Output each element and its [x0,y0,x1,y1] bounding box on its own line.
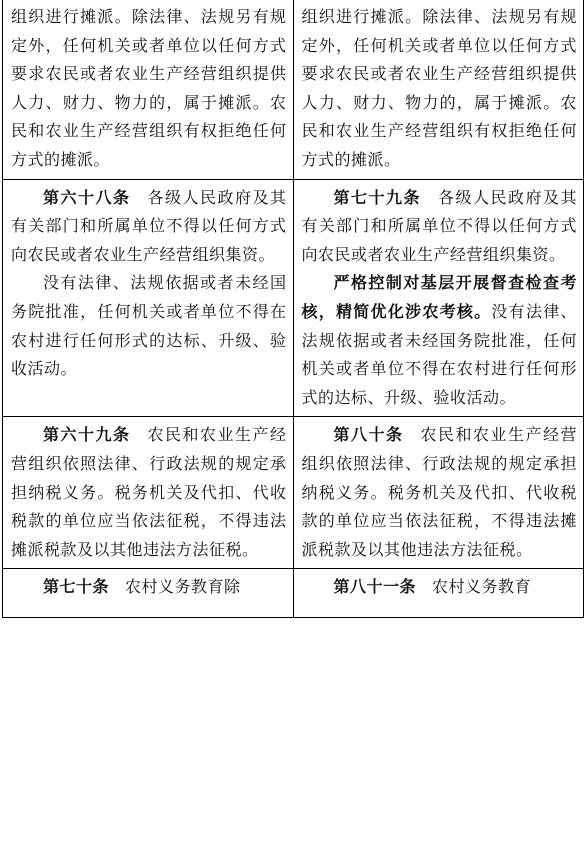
old-text-cell [3,569,294,618]
article-number: 第七十条 [43,577,110,597]
old-text-cell [3,0,294,179]
added-text-bold: 严格控制对基层开展督查检查考核，精简优化涉农考核。 [301,273,577,321]
paragraph-text: 组织进行摊派。除法律、法规另有规定外，任何机关或者单位以任何方式要求农民或者农业生产经营组织提供人力、财力、物力的，属于摊派。农民和农业生产经营组织有权拒绝任何方式的摊派。 [301,7,577,169]
article-number: 第七十九条 [333,187,421,207]
article-number: 第六十九条 [43,425,131,445]
table-row [3,569,584,618]
paragraph [302,3,578,175]
new-text-cell [293,417,584,569]
paragraph [302,269,578,412]
paragraph-text: 没有法律、法规依据或者未经国务院批准，任何机关或者单位不得在农村进行任何形式的达标、升级、验收活动。 [11,273,287,379]
old-text-cell [3,179,294,417]
new-text-cell [293,179,584,417]
paragraph [11,269,287,383]
paragraph-text: 没有法律、法规依据或者未经国务院批准，任何机关或者单位不得在农村进行任何形式的达标、升级、验收活动。 [301,301,577,407]
paragraph [11,421,287,564]
paragraph [302,184,578,270]
new-text-cell [293,569,584,618]
table-row [3,417,584,569]
paragraph [11,573,287,602]
article-number: 第八十一条 [333,577,417,597]
article-number: 第八十条 [333,425,404,445]
paragraph-text: 组织进行摊派。除法律、法规另有规定外，任何机关或者单位以任何方式要求农民或者农业生产经营组织提供人力、财力、物力的，属于摊派。农民和农业生产经营组织有权拒绝任何方式的摊派。 [11,7,287,169]
new-text-cell [293,0,584,179]
paragraph [302,421,578,564]
paragraph [11,3,287,175]
paragraph-text: 农民和农业生产经营组织依照法律、行政法规的规定承担纳税义务。税务机关及代扣、代收税款的单位应当依法征税，不得违法摊派税款及以其他违法方法征税。 [301,425,577,559]
paragraph-text: 各级人民政府及其有关部门和所属单位不得以任何方式向农民或者农业生产经营组织集资。 [301,187,577,264]
paragraph [302,573,578,602]
paragraph-text: 农村义务教育 [432,577,532,597]
paragraph-text: 农村义务教育除 [125,577,241,597]
table-row [3,0,584,179]
comparison-table [2,0,584,618]
old-text-cell [3,417,294,569]
table-row [3,179,584,417]
paragraph [11,184,287,270]
paragraph-text: 各级人民政府及其有关部门和所属单位不得以任何方式向农民或者农业生产经营组织集资。 [11,187,287,264]
article-number: 第六十八条 [43,187,131,207]
paragraph-text: 农民和农业生产经营组织依照法律、行政法规的规定承担纳税义务。税务机关及代扣、代收税款的单位应当依法征税，不得违法摊派税款及以其他违法方法征税。 [11,425,287,559]
